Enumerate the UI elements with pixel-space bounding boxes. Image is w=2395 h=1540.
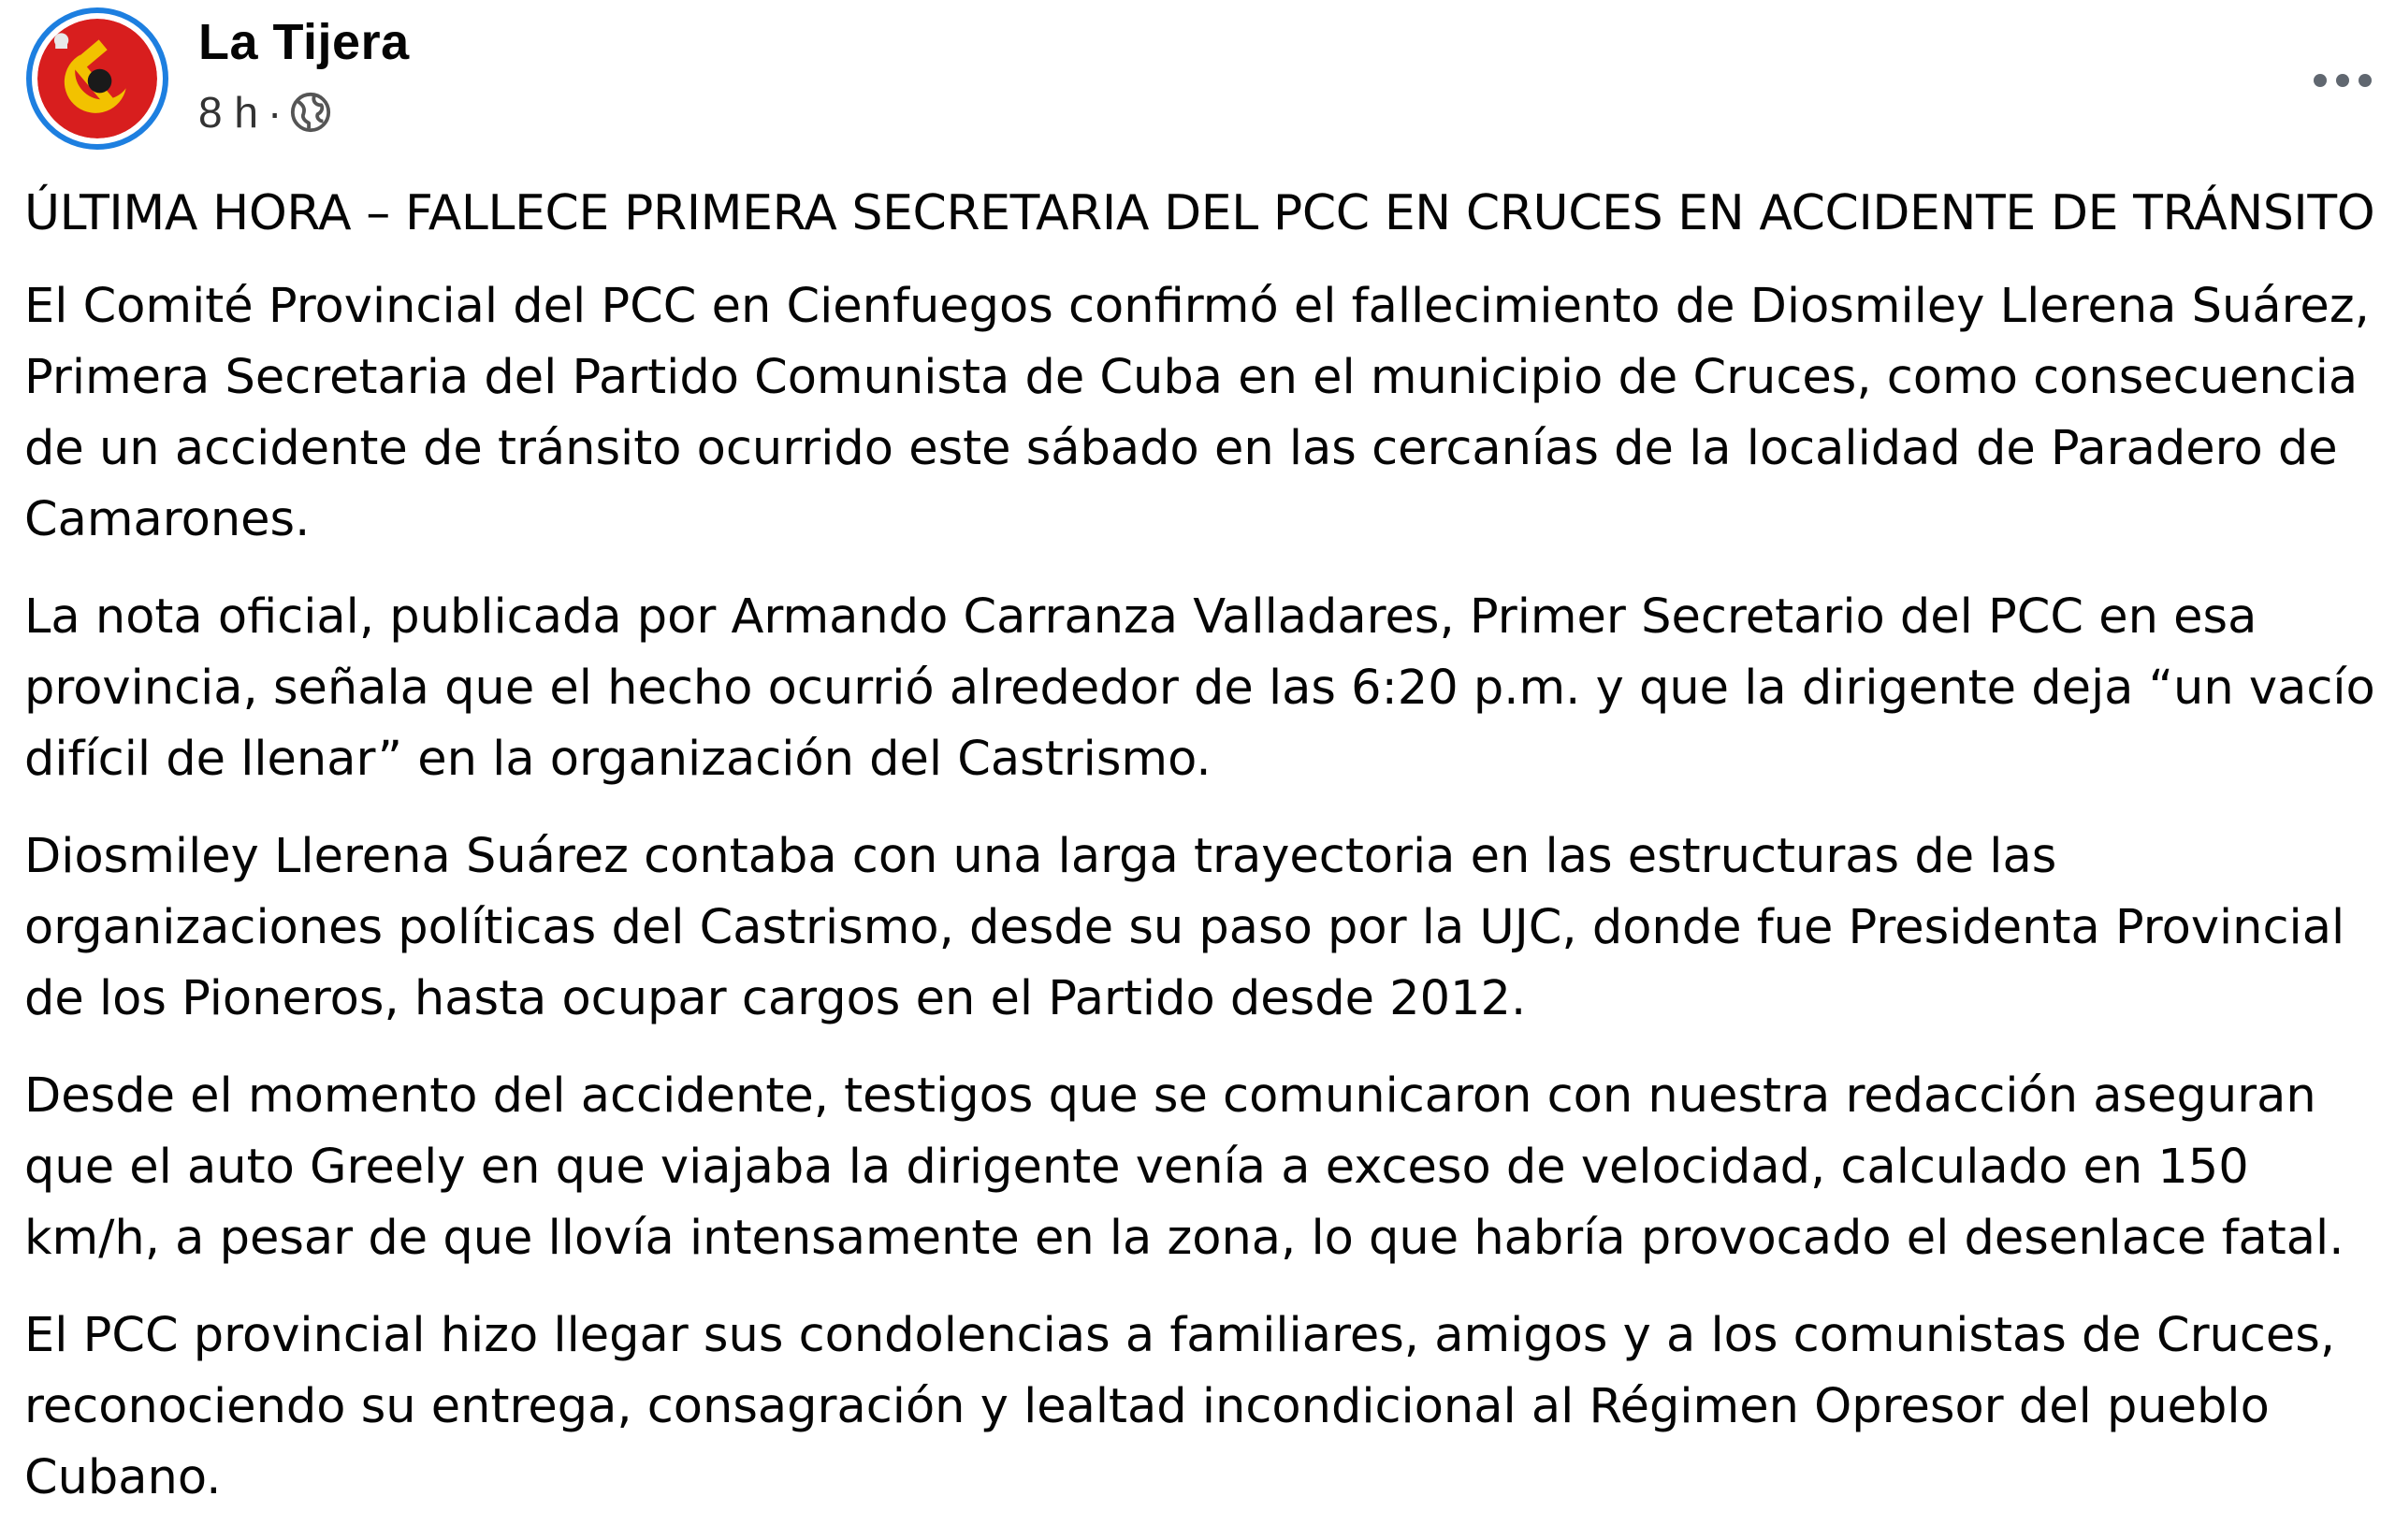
globe-icon[interactable] — [289, 91, 332, 134]
post-paragraph: Desde el momento del accidente, testigos que se comunicaron con nuestra redacción aseguran que el auto Greely en que viajaba la dirigente venía a exceso de velocidad, calculado en 150 km/h, a pesar de que llovía intensamente en la zona, lo que habría provocado el desenlace fatal. — [24, 1068, 2344, 1266]
post-content — [24, 178, 2382, 1540]
post-paragraph: El Comité Provincial del PCC en Cienfuegos confirmó el fallecimiento de Diosmiley Llerena Suárez, Primera Secretaria del Partido Comunista de Cuba en el municipio de Cruces, como consecuencia de un accidente de tránsito ocurrido este sábado en las cercanías de la localidad de Paradero de Camarones. — [24, 279, 2370, 547]
post-paragraph: El PCC provincial hizo llegar sus condolencias a familiares, amigos y a los comunistas de Cruces, reconociendo su entrega, consagración y lealtad incondicional al Régimen Opresor del pueblo Cubano. — [24, 1308, 2336, 1505]
post-timestamp[interactable]: 8 h — [198, 88, 258, 137]
more-options-icon[interactable] — [2307, 52, 2378, 109]
page-avatar[interactable] — [26, 7, 168, 150]
post-paragraph: Diosmiley Llerena Suárez contaba con una larga trayectoria en las estructuras de las organizaciones políticas del Castrismo, desde su paso por la UJC, donde fue Presidenta Provincial de los Pioneros, hasta ocupar cargos en el Partido desde 2012. — [24, 829, 2345, 1026]
post-header — [0, 0, 2395, 168]
hammer-sickle-logo — [37, 19, 157, 138]
post-paragraph: La nota oficial, publicada por Armando Carranza Valladares, Primer Secretario del PCC en esa provincia, señala que el hecho ocurrió alrededor de las 6:20 p.m. y que la dirigente deja “un vacío difícil de llenar” en la organización del Castrismo. — [24, 589, 2375, 787]
page-name[interactable]: La Tijera — [198, 14, 410, 70]
meta-separator: · — [267, 88, 283, 137]
post-meta — [198, 84, 332, 140]
post-headline: ÚLTIMA HORA – FALLECE PRIMERA SECRETARIA DEL PCC EN CRUCES EN ACCIDENTE DE TRÁNSITO — [24, 185, 2375, 241]
